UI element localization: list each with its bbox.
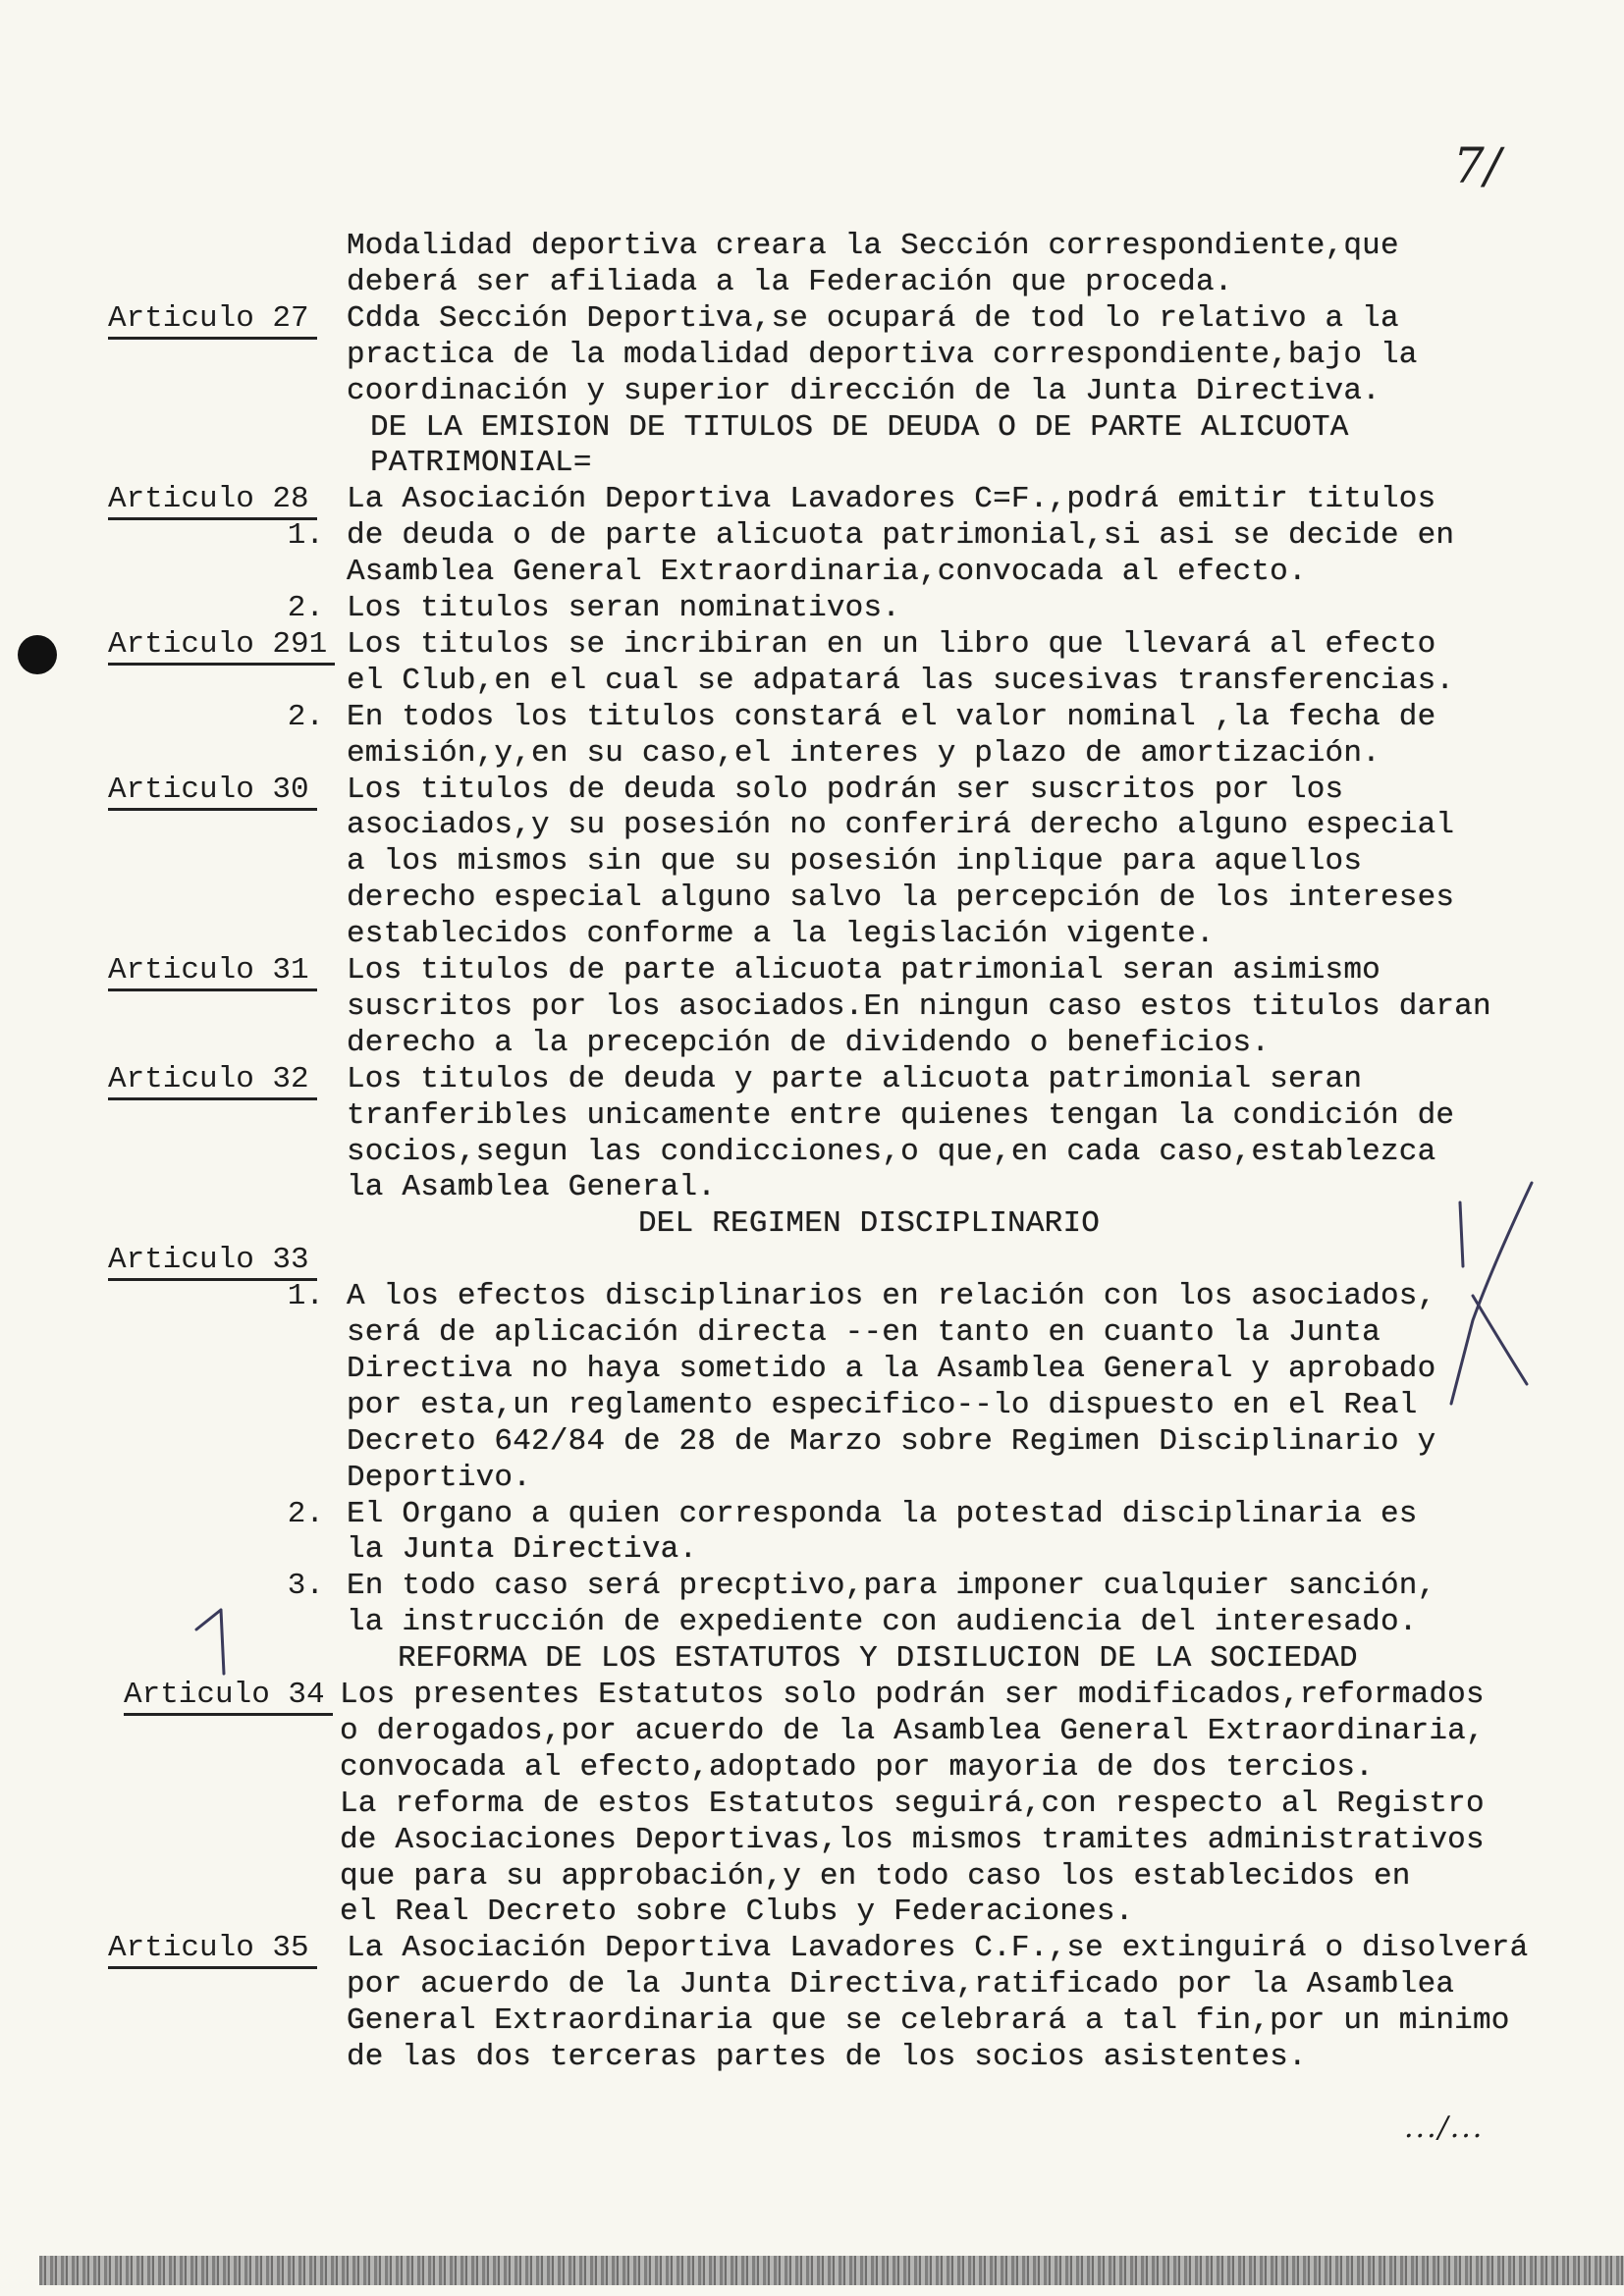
article-label: Articulo 35: [108, 1930, 317, 1969]
text-line: A los efectos disciplinarios en relación con los asociados,: [347, 1279, 1436, 1314]
article-label: Articulo 33: [108, 1242, 317, 1281]
text-line: tranferibles unicamente entre quienes tengan la condición de: [347, 1097, 1455, 1133]
text-line: Los titulos de parte alicuota patrimonial seran asimismo: [347, 953, 1380, 988]
pen-stroke: [1460, 1202, 1463, 1266]
section-heading: PATRIMONIAL=: [370, 446, 592, 481]
section-heading: DEL REGIMEN DISCIPLINARIO: [638, 1206, 1101, 1242]
text-line: Los titulos de deuda y parte alicuota patrimonial seran: [347, 1061, 1363, 1096]
text-line: La Asociación Deportiva Lavadores C.F.,se extinguirá o disolverá: [347, 1931, 1529, 1966]
text-line: derecho a la precepción de dividendo o beneficios.: [347, 1025, 1271, 1060]
text-line: En todos los titulos constará el valor nominal ,la fecha de: [347, 699, 1436, 734]
section-heading: DE LA EMISION DE TITULOS DE DEUDA O DE PARTE ALICUOTA: [370, 409, 1349, 445]
text-line: la instrucción de expediente con audiencia del interesado.: [347, 1605, 1418, 1640]
continuation-mark: .../...: [1404, 2110, 1485, 2145]
text-line: a los mismos sin que su posesión inplique para aquellos: [347, 844, 1363, 880]
text-line: la Asamblea General.: [347, 1170, 717, 1205]
pen-stroke: [1473, 1296, 1527, 1384]
text-line: En todo caso será precptivo,para imponer cualquier sanción,: [347, 1569, 1436, 1604]
text-line: Modalidad deportiva creara la Sección correspondiente,que: [347, 229, 1399, 263]
text-line: o derogados,por acuerdo de la Asamblea General Extraordinaria,: [340, 1713, 1485, 1748]
text-line: practica de la modalidad deportiva correspondiente,bajo la: [347, 337, 1418, 372]
text-line: la Junta Directiva.: [347, 1532, 698, 1568]
section-heading: REFORMA DE LOS ESTATUTOS Y DISILUCION DE LA SOCIEDAD: [398, 1641, 1358, 1677]
article-label: Articulo 28: [108, 481, 317, 520]
text-line: Los titulos se incribiran en un libro que llevará al efecto: [347, 626, 1436, 662]
text-line: Asamblea General Extraordinaria,convocada al efecto.: [347, 555, 1307, 590]
text-line: por acuerdo de la Junta Directiva,ratificado por la Asamblea: [347, 1967, 1455, 2002]
article-label: Articulo 31: [108, 952, 317, 991]
page-number: 7/: [1453, 137, 1501, 194]
pen-stroke: [196, 1610, 224, 1674]
text-line: Decreto 642/84 de 28 de Marzo sobre Regimen Disciplinario y: [347, 1423, 1436, 1459]
text-line: de Asociaciones Deportivas,los mismos tramites administrativos: [340, 1822, 1485, 1857]
text-line: convocada al efecto,adoptado por mayoria de dos tercios.: [340, 1749, 1374, 1785]
text-line: General Extraordinaria que se celebrará a tal fin,por un minimo: [347, 2003, 1510, 2039]
text-line: El Organo a quien corresponda la potestad disciplinaria es: [347, 1496, 1418, 1531]
article-label: Articulo 291: [108, 626, 335, 666]
text-line: coordinación y superior dirección de la Junta Directiva.: [347, 373, 1380, 408]
text-line: será de aplicación directa --en tanto en cuanto la Junta: [347, 1315, 1380, 1350]
text-line: Cdda Sección Deportiva,se ocupará de tod lo relativo a la: [347, 300, 1399, 336]
article-label: Articulo 34: [124, 1677, 333, 1716]
text-line: deberá ser afiliada a la Federación que proceda.: [347, 264, 1233, 299]
text-line: Los titulos seran nominativos.: [347, 591, 901, 625]
article-label: Articulo 27: [108, 300, 317, 340]
text-line: por esta,un reglamento especifico--lo dispuesto en el Real: [347, 1387, 1418, 1422]
text-line: Los presentes Estatutos solo podrán ser modificados,reformados: [340, 1678, 1485, 1712]
text-line: Directiva no haya sometido a la Asamblea General y aprobado: [347, 1351, 1436, 1386]
text-line: que para su approbación,y en todo caso los establecidos en: [340, 1858, 1411, 1894]
clause-number: 2.: [287, 1496, 324, 1531]
text-line: La reforma de estos Estatutos seguirá,con respecto al Registro: [340, 1786, 1485, 1821]
article-label: Articulo 32: [108, 1061, 317, 1100]
article-label: Articulo 30: [108, 772, 317, 811]
text-line: de deuda o de parte alicuota patrimonial,si asi se decide en: [347, 518, 1455, 554]
text-line: Los titulos de deuda solo podrán ser suscritos por los: [347, 772, 1344, 807]
text-line: el Club,en el cual se adpatará las sucesivas transferencias.: [347, 663, 1455, 698]
text-line: emisión,y,en su caso,el interes y plazo de amortización.: [347, 735, 1380, 771]
text-line: el Real Decreto sobre Clubs y Federaciones.: [340, 1895, 1134, 1930]
clause-number: 3.: [287, 1569, 324, 1604]
text-line: asociados,y su posesión no conferirá derecho alguno especial: [347, 808, 1455, 843]
clause-number: 1.: [287, 518, 324, 554]
text-line: La Asociación Deportiva Lavadores C=F.,podrá emitir titulos: [347, 482, 1436, 517]
clause-number: 2.: [287, 699, 324, 734]
text-line: Deportivo.: [347, 1460, 532, 1495]
text-line: de las dos terceras partes de los socios asistentes.: [347, 2040, 1307, 2074]
clause-number: 2.: [287, 591, 324, 625]
text-line: derecho especial alguno salvo la percepción de los intereses: [347, 881, 1455, 916]
text-line: suscritos por los asociados.En ningun caso estos titulos daran: [347, 988, 1491, 1024]
text-line: establecidos conforme a la legislación vigente.: [347, 917, 1215, 952]
clause-number: 1.: [287, 1279, 324, 1314]
text-line: socios,segun las condicciones,o que,en cada caso,establezca: [347, 1134, 1436, 1169]
